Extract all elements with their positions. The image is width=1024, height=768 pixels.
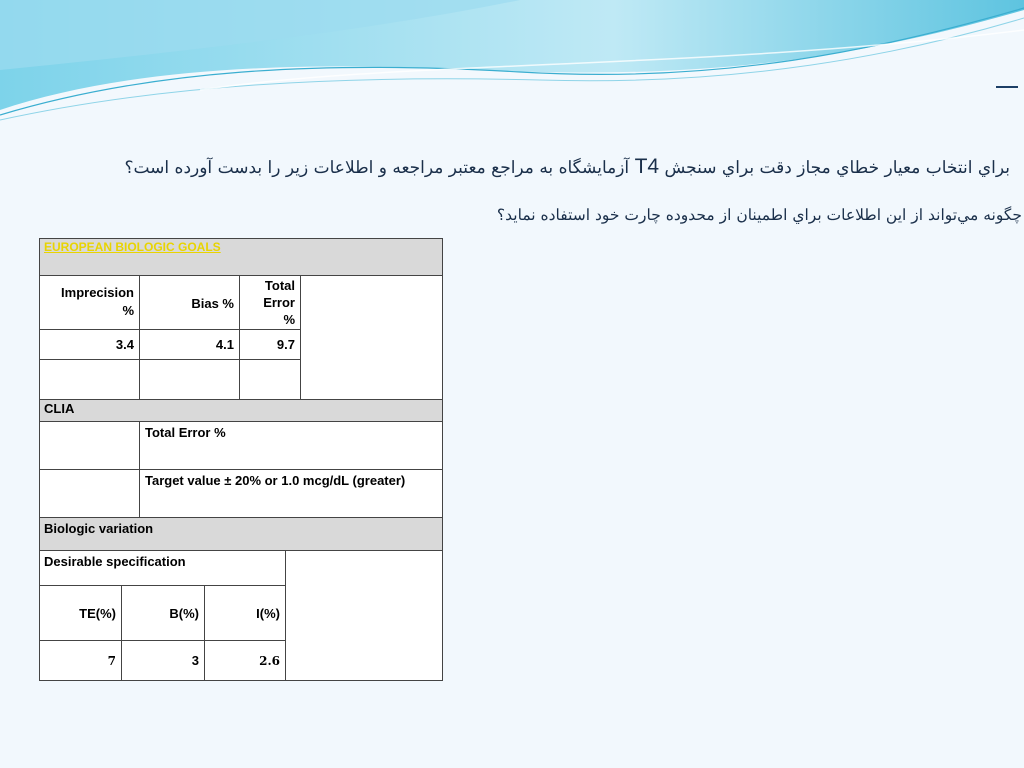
eu-value-imprecision: 3.4 bbox=[39, 330, 140, 360]
eu-title-cell bbox=[39, 238, 443, 276]
biologic-desirable: Desirable specification bbox=[39, 551, 286, 586]
clia-empty-1 bbox=[39, 422, 140, 470]
bio-header-i: I(%) bbox=[205, 586, 286, 641]
clia-total-error-label: Total Error % bbox=[140, 422, 443, 470]
clia-title: CLIA bbox=[39, 400, 443, 422]
clia-target-value: Target value ± 20% or 1.0 mcg/dL (greater) bbox=[140, 470, 443, 518]
decorative-wave-banner bbox=[0, 0, 1024, 130]
eu-value-bias: 4.1 bbox=[140, 330, 240, 360]
question-line-1: براي انتخاب معيار خطاي مجاز دقت براي سنجش T4 آزمايشگاه به مراجع معتبر مراجعه و اطلاعات زير را بدست آورده است؟ bbox=[124, 155, 1010, 178]
bio-value-b: 3 bbox=[122, 641, 205, 681]
eu-header-total-error: Total Error % bbox=[240, 276, 301, 330]
bio-header-b: B(%) bbox=[122, 586, 205, 641]
eu-empty-3 bbox=[240, 360, 301, 400]
eu-value-total-error: 9.7 bbox=[240, 330, 301, 360]
eu-empty-1 bbox=[39, 360, 140, 400]
eu-title: EUROPEAN BIOLOGIC GOALS bbox=[44, 240, 221, 254]
bio-value-te: 7 bbox=[39, 641, 122, 681]
biologic-title: Biologic variation bbox=[39, 518, 443, 551]
eu-header-bias: Bias % bbox=[140, 276, 240, 330]
bio-header-te: TE(%) bbox=[39, 586, 122, 641]
clia-empty-2 bbox=[39, 470, 140, 518]
slide-dash-mark bbox=[996, 86, 1018, 88]
eu-header-imprecision: Imprecision % bbox=[39, 276, 140, 330]
bio-value-i: 2.6 bbox=[205, 641, 286, 681]
question-line-2: چگونه مي‌تواند از اين اطلاعات براي اطمينان از محدوده چارت خود استفاده نمايد؟ bbox=[496, 206, 1022, 224]
goals-table bbox=[39, 238, 443, 681]
biologic-empty-right bbox=[286, 551, 443, 681]
eu-empty-right bbox=[301, 276, 443, 400]
eu-empty-2 bbox=[140, 360, 240, 400]
